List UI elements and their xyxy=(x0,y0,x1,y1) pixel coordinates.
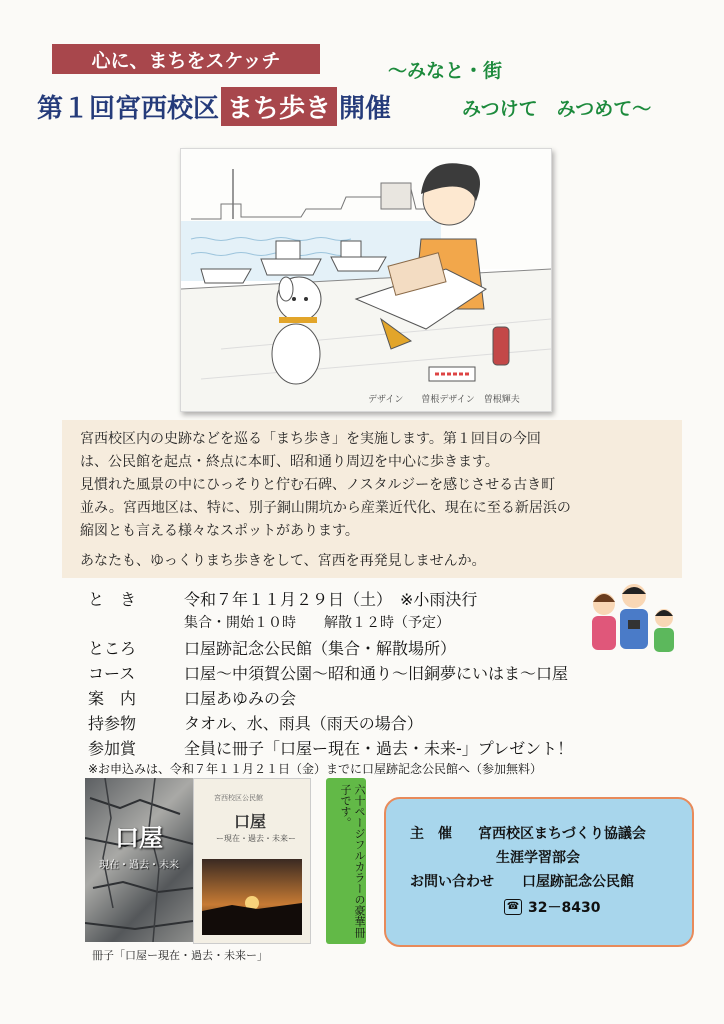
subtitle-line1: ～みなと・街 xyxy=(388,60,503,82)
host-value: 宮西校区まちづくり協議会 xyxy=(478,826,646,842)
host-value2: 生涯学習部会 xyxy=(496,850,580,866)
tagline-banner xyxy=(52,44,320,74)
when-value: 令和７年１１月２９日（土） ※小雨決行 xyxy=(184,590,478,609)
title-highlight: まち歩き xyxy=(221,87,337,126)
subtitle-line2: みつけて みつめて～ xyxy=(462,98,652,120)
title-suffix: 開催 xyxy=(339,93,392,124)
items-label: 持参物 xyxy=(88,714,137,733)
prize-label: 参加賞 xyxy=(88,739,137,758)
phone-number: 32－8430 xyxy=(528,900,601,916)
contact-label: お問い合わせ xyxy=(410,874,494,890)
booklet-caption: 冊子「口屋ー現在・過去・未来ー」 xyxy=(92,949,268,962)
prize-value: 全員に冊子「口屋ー現在・過去・未来-」プレゼント！ xyxy=(184,739,574,758)
tagline-text: 心に、まちをスケッチ xyxy=(91,49,281,72)
page-title xyxy=(37,86,391,126)
booklet-cover-small: 宮西校区公民館 xyxy=(214,794,263,802)
sunset-photo xyxy=(202,859,302,935)
booklet-back-title: 口屋 xyxy=(115,824,163,852)
course-value: 口屋～中須賀公園～昭和通り～旧銅夢にいはま～口屋 xyxy=(184,664,569,683)
intro-p2-line2: 並み。宮西地区は、特に、別子銅山開坑から産業近代化、現在に至る新居浜の xyxy=(80,500,571,516)
contact-value: 口屋跡記念公民館 xyxy=(522,874,634,890)
family-illustration xyxy=(582,582,682,662)
phone-line xyxy=(504,897,600,917)
booklet-cover-image xyxy=(193,778,311,944)
intro-p2-line3: 縮図とも言える様々なスポットがあります。 xyxy=(80,523,359,539)
guide-label: 案 内 xyxy=(88,689,137,708)
phone-icon: ☎ xyxy=(504,899,522,915)
intro-p1-line1: 宮西校区内の史跡などを巡る「まち歩き」を実施します。第１回目の今回 xyxy=(80,431,541,447)
course-label: コース xyxy=(88,664,136,683)
host-label: 主 催 xyxy=(410,826,452,842)
where-label: ところ xyxy=(88,639,137,658)
where-value: 口屋跡記念公民館（集合・解散場所） xyxy=(184,639,457,658)
intro-p1-line2: は、公民館を起点・終点に本町、昭和通り周辺を中心に歩きます。 xyxy=(80,454,499,470)
intro-p2-line1: 見慣れた風景の中にひっそりと佇む石碑、ノスタルジーを感じさせる古き町 xyxy=(80,477,556,493)
booklet-back-subtitle: 現在・過去・未来 xyxy=(99,860,179,871)
when-sub: 集合・開始１０時 解散１２時（予定） xyxy=(184,615,450,631)
illustration-credit: デザイン 曽根デザイン 曽根輝夫 xyxy=(368,395,520,405)
application-note: ※お申込みは、令和７年１１月２１日（金）までに口屋跡記念公民館へ（参加無料） xyxy=(88,762,543,776)
sketch-illustration xyxy=(180,148,552,412)
when-label: と き xyxy=(88,590,137,609)
items-value: タオル、水、雨具（雨天の場合） xyxy=(184,714,423,733)
harbor-sketch-image xyxy=(181,149,551,411)
title-prefix: 第１回宮西校区 xyxy=(37,93,220,124)
green-note-box xyxy=(326,778,366,944)
booklet-back-image xyxy=(85,778,193,942)
organizer-box xyxy=(384,797,694,947)
booklet-cover-title: 口屋 xyxy=(234,812,267,831)
green-note-text: 六十ページフルカラーの豪華冊子です。 xyxy=(339,784,366,938)
booklet-cover-subtitle: ー現在・過去・未来ー xyxy=(216,834,296,843)
intro-p3: あなたも、ゆっくりまち歩きをして、宮西を再発見しませんか。 xyxy=(80,553,486,569)
guide-value: 口屋あゆみの会 xyxy=(184,689,297,708)
